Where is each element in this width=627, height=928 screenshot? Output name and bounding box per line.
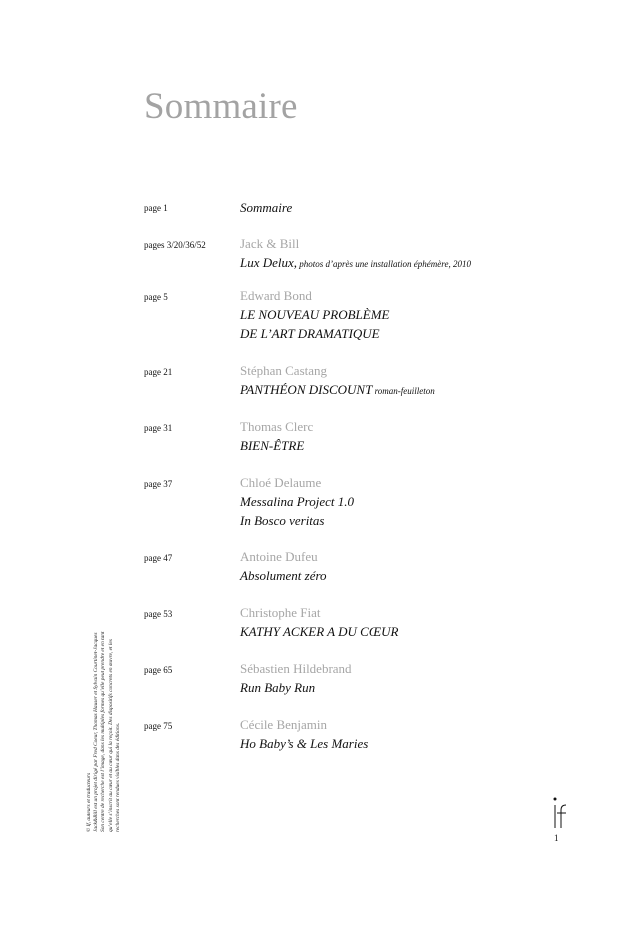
toc-work-title — [240, 327, 380, 340]
toc-work-text: Ho Baby’s & Les Maries — [240, 736, 369, 751]
toc-author: Thomas Clerc — [240, 419, 314, 434]
toc-page-ref: page 1 — [144, 203, 168, 213]
toc-work-text: LE NOUVEAU PROBLÈME — [240, 307, 390, 322]
toc-work-text: Lux Delux, — [240, 255, 298, 270]
toc-author: Cécile Benjamin — [240, 717, 328, 732]
toc-work-text: Messalina Project 1.0 — [240, 494, 354, 509]
toc-work-text: BIEN-ÊTRE — [240, 438, 305, 453]
toc-work-title — [240, 201, 292, 214]
toc-work-text: KATHY ACKER A DU CŒUR — [240, 624, 399, 639]
toc-page-ref: pages 3/20/36/52 — [144, 240, 206, 250]
toc-work-title — [240, 495, 354, 508]
toc-work-title — [240, 256, 471, 269]
credits-line: Son centre de recherche est l’image, dans les multiples formes qu’elle peut prendre et en tant — [100, 631, 107, 832]
toc-work-text: Sommaire — [240, 200, 293, 215]
toc-work-text: Absolument zéro — [240, 568, 327, 583]
toc-page-ref: page 53 — [144, 609, 173, 619]
toc-author: Stéphan Castang — [240, 363, 328, 378]
toc-work-title — [240, 439, 304, 452]
page-number: 1 — [554, 833, 559, 843]
toc-page-ref: page 21 — [144, 367, 173, 377]
toc-author: Chloé Delaume — [240, 475, 322, 490]
credits-line: © If, auteurs et traducteurs — [86, 772, 92, 832]
toc-page-ref: page 31 — [144, 423, 173, 433]
toc-work-title — [240, 625, 398, 638]
toc-author: Antoine Dufeu — [240, 549, 318, 564]
page-title: Sommaire — [144, 86, 298, 127]
toc-work-title — [240, 514, 324, 527]
credits-line: recherches sont rendues visibles dans des éditions. — [114, 722, 121, 832]
toc-work-title — [240, 737, 368, 750]
toc-work-text: PANTHÉON DISCOUNT — [240, 382, 373, 397]
toc-work-text: In Bosco veritas — [240, 513, 325, 528]
toc-work-text: Run Baby Run — [240, 680, 316, 695]
credits-line: Jack&Bill est un projet dirigé par Fred Coeur, Thomas Hauser et Sylvain Courtinet-Jacques — [93, 632, 100, 832]
toc-author: Christophe Fiat — [240, 605, 321, 620]
toc-work-title — [240, 681, 315, 694]
toc-page-ref: page 65 — [144, 665, 173, 675]
toc-work-note: photos d’après une installation éphémère, 2010 — [297, 259, 471, 269]
toc-page-ref: page 5 — [144, 292, 168, 302]
toc-author: Sébastien Hildebrand — [240, 661, 352, 676]
publisher-logo — [546, 796, 570, 830]
credits-line: qu’elle s’inscrit au cœur et au cœur qui la reçoit. Des dispositifs concrets en œuvre, et les — [107, 639, 114, 832]
toc-work-title — [240, 383, 435, 396]
toc-page-ref: page 75 — [144, 721, 173, 731]
toc-work-title — [240, 569, 327, 582]
toc-page-ref: page 47 — [144, 553, 173, 563]
credits-block — [86, 574, 122, 832]
toc-page-ref: page 37 — [144, 479, 173, 489]
toc-work-note: roman-feuilleton — [372, 386, 435, 396]
toc-author: Edward Bond — [240, 288, 312, 303]
toc-work-title — [240, 308, 389, 321]
toc-author: Jack & Bill — [240, 236, 300, 251]
toc-work-text: DE L’ART DRAMATIQUE — [240, 326, 380, 341]
